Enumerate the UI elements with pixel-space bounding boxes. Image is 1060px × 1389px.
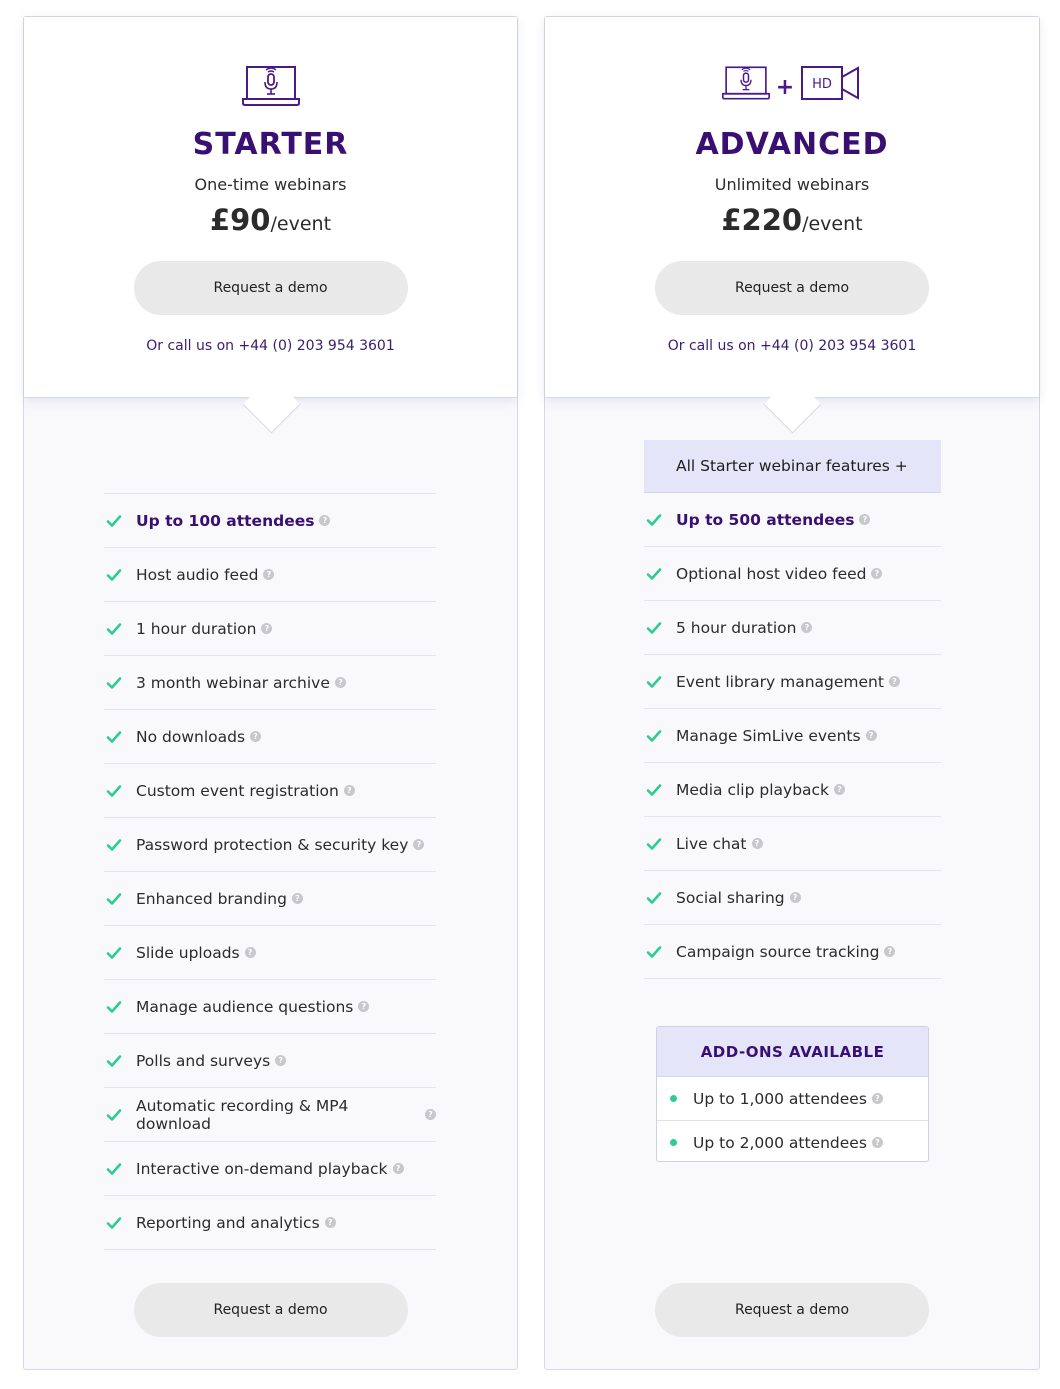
feature-label: Password protection & security key	[136, 835, 409, 854]
check-icon	[106, 621, 122, 637]
request-demo-button-bottom[interactable]: Request a demo	[134, 1283, 408, 1337]
check-icon	[106, 513, 122, 529]
price-amount: £90	[209, 203, 271, 237]
help-icon[interactable]: ?	[425, 1109, 436, 1120]
hd-video-camera-icon	[800, 65, 862, 101]
help-icon[interactable]: ?	[325, 1217, 336, 1228]
feature-item	[104, 926, 436, 980]
price-amount: £220	[721, 203, 803, 237]
feature-label: Slide uploads	[136, 943, 240, 962]
check-icon	[646, 782, 662, 798]
check-icon	[106, 1107, 122, 1123]
feature-item	[104, 548, 436, 602]
plan-header	[24, 17, 517, 398]
feature-item	[644, 493, 941, 547]
feature-label: Automatic recording & MP4 download	[136, 1096, 349, 1133]
help-icon[interactable]: ?	[261, 623, 272, 634]
feature-item	[104, 764, 436, 818]
plan-price	[24, 203, 517, 237]
feature-label: Reporting and analytics	[136, 1213, 320, 1232]
help-icon[interactable]: ?	[884, 946, 895, 957]
addons-title: ADD-ONS AVAILABLE	[657, 1027, 928, 1077]
feature-item	[104, 710, 436, 764]
feature-label: 5 hour duration	[676, 618, 797, 637]
help-icon[interactable]: ?	[801, 622, 812, 633]
addons-box	[656, 1026, 929, 1162]
help-icon[interactable]: ?	[335, 677, 346, 688]
feature-item	[104, 980, 436, 1034]
feature-item	[104, 1034, 436, 1088]
addon-label: Up to 2,000 attendees	[693, 1133, 867, 1152]
feature-label: Host audio feed	[136, 565, 259, 584]
plan-subtitle: One-time webinars	[194, 175, 347, 194]
help-icon[interactable]: ?	[245, 947, 256, 958]
check-icon	[646, 620, 662, 636]
feature-item	[644, 871, 941, 925]
feature-label: Up to 500 attendees	[676, 510, 855, 529]
feature-item	[104, 494, 436, 548]
check-icon	[106, 945, 122, 961]
feature-label: Enhanced branding	[136, 889, 287, 908]
request-demo-button-bottom[interactable]: Request a demo	[655, 1283, 929, 1337]
plan-card-starter	[23, 16, 518, 1370]
help-icon[interactable]: ?	[752, 838, 763, 849]
check-icon	[646, 566, 662, 582]
price-unit: /event	[802, 213, 863, 235]
feature-label: Manage audience questions	[136, 997, 354, 1016]
check-icon	[106, 729, 122, 745]
check-icon	[106, 675, 122, 691]
check-icon	[646, 512, 662, 528]
feature-label: Interactive on-demand playback	[136, 1159, 388, 1178]
help-icon[interactable]: ?	[263, 569, 274, 580]
check-icon	[646, 944, 662, 960]
laptop-microphone-icon	[242, 63, 300, 109]
feature-label: Event library management	[676, 672, 884, 691]
feature-item	[104, 872, 436, 926]
help-icon[interactable]: ?	[413, 839, 424, 850]
help-icon[interactable]: ?	[872, 1137, 883, 1148]
help-icon[interactable]: ?	[275, 1055, 286, 1066]
check-icon	[106, 783, 122, 799]
check-icon	[106, 891, 122, 907]
feature-item	[644, 709, 941, 763]
bullet-dot-icon	[670, 1095, 677, 1102]
feature-item	[104, 818, 436, 872]
check-icon	[646, 836, 662, 852]
check-icon	[106, 1053, 122, 1069]
request-demo-button[interactable]: Request a demo	[134, 261, 408, 315]
feature-item	[104, 1142, 436, 1196]
help-icon[interactable]: ?	[250, 731, 261, 742]
price-unit: /event	[270, 213, 332, 235]
addon-label: Up to 1,000 attendees	[693, 1089, 867, 1108]
help-icon[interactable]: ?	[292, 893, 303, 904]
addon-item	[657, 1077, 928, 1121]
help-icon[interactable]: ?	[866, 730, 877, 741]
check-icon	[106, 837, 122, 853]
feature-item	[104, 1196, 436, 1250]
plan-title: STARTER	[192, 127, 349, 162]
check-icon	[646, 728, 662, 744]
feature-item	[104, 656, 436, 710]
check-icon	[106, 567, 122, 583]
call-us-text: Or call us on +44 (0) 203 954 3601	[667, 338, 917, 354]
help-icon[interactable]: ?	[834, 784, 845, 795]
call-us-text: Or call us on +44 (0) 203 954 3601	[146, 338, 395, 354]
plan-subtitle: Unlimited webinars	[714, 175, 870, 194]
plan-card-advanced	[544, 16, 1040, 1370]
feature-item	[644, 925, 941, 979]
plus-sign: +	[775, 74, 795, 100]
plan-title: ADVANCED	[695, 127, 889, 162]
help-icon[interactable]: ?	[393, 1163, 404, 1174]
feature-label: Media clip playback	[676, 780, 830, 799]
feature-item	[104, 1088, 436, 1142]
check-icon	[106, 999, 122, 1015]
help-icon[interactable]: ?	[889, 676, 900, 687]
help-icon[interactable]: ?	[319, 515, 330, 526]
includes-starter-banner: All Starter webinar features +	[644, 440, 941, 493]
hd-label: HD	[812, 77, 833, 92]
feature-label: No downloads	[136, 727, 246, 746]
feature-label: Custom event registration	[136, 781, 339, 800]
feature-item	[104, 602, 436, 656]
check-icon	[106, 1161, 122, 1177]
help-icon[interactable]: ?	[871, 568, 882, 579]
help-icon[interactable]: ?	[344, 785, 355, 796]
check-icon	[106, 1215, 122, 1231]
help-icon[interactable]: ?	[859, 514, 870, 525]
plan-price	[545, 203, 1039, 237]
help-icon[interactable]: ?	[872, 1093, 883, 1104]
feature-label: Optional host video feed	[676, 564, 867, 583]
feature-item	[644, 763, 941, 817]
feature-label: Manage SimLive events	[676, 726, 861, 745]
check-icon	[646, 674, 662, 690]
addon-item	[657, 1121, 928, 1162]
laptop-microphone-icon	[722, 63, 770, 103]
feature-label: Polls and surveys	[136, 1051, 271, 1070]
bullet-dot-icon	[670, 1139, 677, 1146]
feature-label: 3 month webinar archive	[136, 673, 330, 692]
feature-label: Up to 100 attendees	[136, 511, 315, 530]
feature-label: Social sharing	[676, 888, 785, 907]
help-icon[interactable]: ?	[790, 892, 801, 903]
feature-item	[644, 601, 941, 655]
feature-item	[644, 547, 941, 601]
feature-label: Campaign source tracking	[676, 942, 880, 961]
feature-item	[644, 655, 941, 709]
feature-label: 1 hour duration	[136, 619, 257, 638]
help-icon[interactable]: ?	[358, 1001, 369, 1012]
feature-label: Live chat	[676, 834, 747, 853]
request-demo-button[interactable]: Request a demo	[655, 261, 929, 315]
plan-header	[545, 17, 1039, 398]
feature-list	[644, 493, 941, 979]
feature-item	[644, 817, 941, 871]
check-icon	[646, 890, 662, 906]
feature-list	[104, 493, 436, 1250]
